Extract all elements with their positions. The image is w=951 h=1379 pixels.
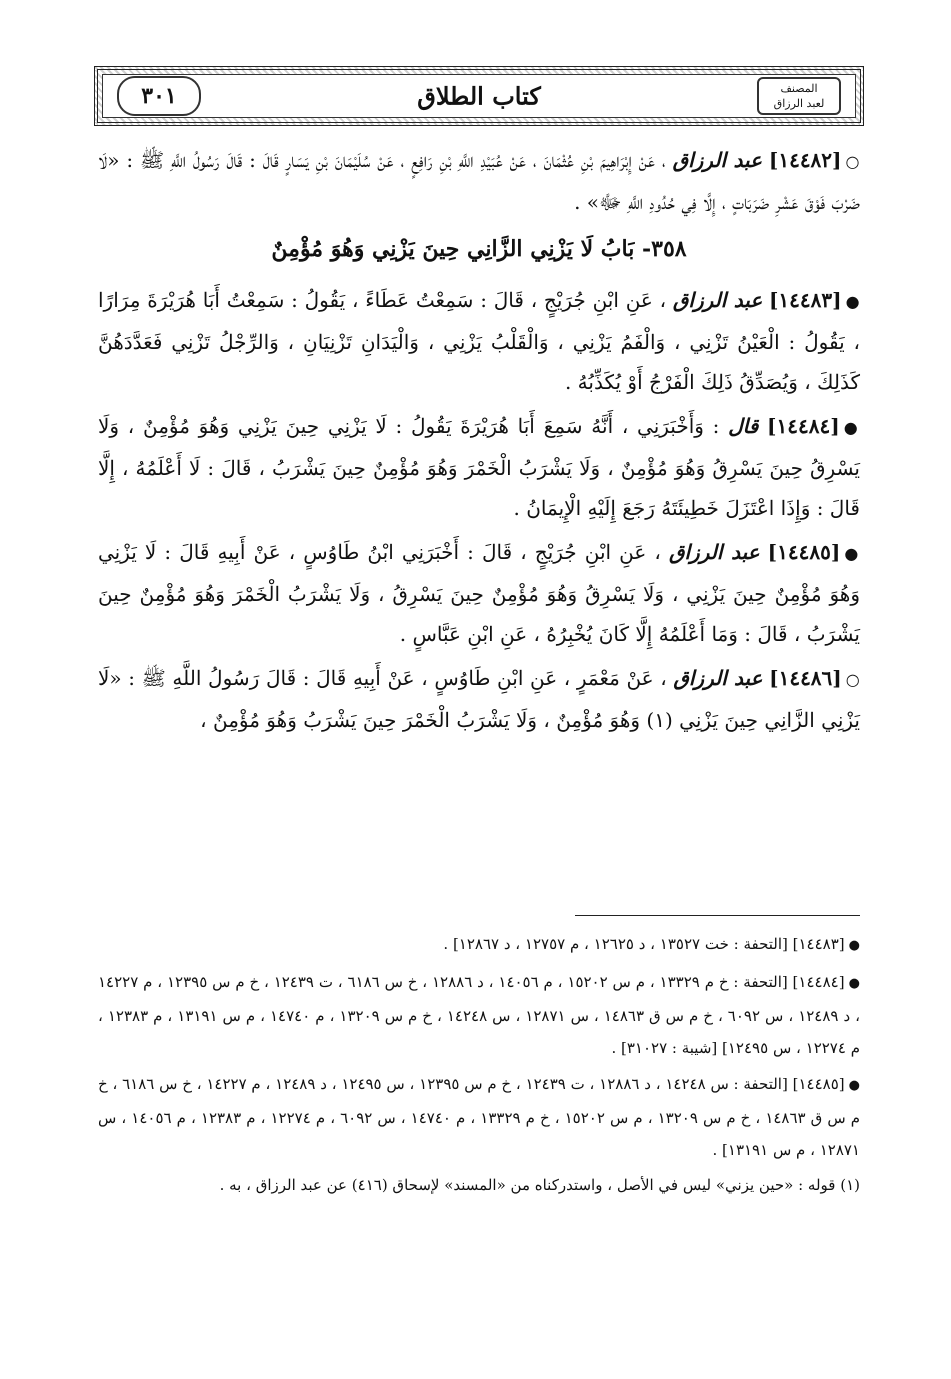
entry-marker: ● (843, 418, 861, 437)
footnote-divider (575, 915, 860, 916)
entry-number: [١٤٤٨٦] (769, 666, 842, 690)
entry-marker: ○ (845, 670, 860, 689)
entry-text: : وَأَخْبَرَنِي ، أَنَّهُ سَمِعَ أَبَا هُرَيْرَةَ يَقُولُ : لَا يَزْنِي حِينَ يَزْنِي وَهُوَ مُؤْمِنٌ ، وَلَا يَسْرِقُ حِينَ يَسْرِقُ وَهُوَ مُؤْمِنٌ ، وَلَا يَشْرَبُ الْخَمْرَ وَهُوَ مُؤْمِنٌ حِينَ يَشْرَبُ ، قَالَ : لَا أَعْلَمُهُ ، إِلَّا قَالَ : وَإِذَا اعْتَزَلَ خَطِيئَتَهُ رَجَعَ إِلَيْهِ الْإِيمَانُ . (98, 414, 860, 520)
emblem-line-2: لعبد الرزاق (773, 97, 825, 110)
footnotes (98, 928, 860, 1200)
entry-marker: ○ (845, 152, 861, 171)
hadith-entry (98, 658, 860, 740)
entry-marker: ● (844, 544, 860, 563)
hadith-entry (98, 280, 860, 402)
section-heading: ٣٥٨- بَابُ لَا يَزْنِي الزَّانِي حِينَ يَزْنِي وَهُوَ مُؤْمِنٌ (271, 236, 687, 262)
entry-narrator: عبد الرزاق (672, 288, 763, 312)
page-header (94, 66, 864, 126)
entry-text: ، عَنِ ابْنِ جُرَيْجٍ ، قَالَ : أَخْبَرَنِي ابْنُ طَاوُسٍ ، عَنْ أَبِيهِ قَالَ : لَا يَزْنِي وَهُوَ مُؤْمِنٌ حِينَ يَزْنِي ، وَلَا يَسْرِقُ وَهُوَ مُؤْمِنٌ حِينَ يَسْرِقُ ، وَلَا يَشْرَبُ الْخَمْرَ وَهُوَ مُؤْمِنٌ حِينَ يَشْرَبُ ، قَالَ : وَمَا أَعْلَمُهُ إِلَّا كَانَ يُخْبِرُهُ ، عَنِ ابْنِ عَبَّاسٍ . (98, 540, 860, 646)
entry-number: [١٤٤٨٤] (767, 414, 840, 438)
entry-number: [١٤٤٨٢] (768, 148, 842, 172)
footnote-text: [١٤٤٨٥] [التحفة : س ١٤٢٤٨ ، د ١٢٨٨٦ ، ت ١٢٤٣٩ ، خ م س ١٢٣٩٥ ، س ١٢٤٩٥ ، د ١٢٤٨٩ ، م ١٤٢٢٧ ، خ س ٦١٨٦ ، خ م س ق ١٤٨٦٣ ، خ م س ١٣٢٠٩ ، م س ١٥٢٠٢ ، خ م ١٣٣٢٩ ، م ١٤٧٤٠ ، س ٦٠٩٢ ، م ١٢٢٧٤ ، م ١٢٣٨٣ ، م ١٤٠٥٦ ، س ١٢٨٧١ ، م س ١٣١٩١] . (98, 1075, 861, 1159)
footnote-text: [١٤٤٨٤] [التحفة : خ م ١٣٣٢٩ ، م س ١٥٢٠٢ ، م ١٤٠٥٦ ، د ١٢٨٨٦ ، خ س ٦١٨٦ ، ت ١٢٤٣٩ ، خ م س ١٢٣٩٥ ، م ١٤٢٢٧ ، د ١٢٤٨٩ ، س ٦٠٩٢ ، خ م س ق ١٤٨٦٣ ، س ١٢٨٧١ ، س ١٤٢٤٨ ، خ م س ١٣٢٠٩ ، م ١٤٧٤٠ ، م س ١٣١٩١ ، م ١٢٣٨٣ ، م ١٢٢٧٤ ، س ١٢٤٩٥] [شيبة : ٣١٠٢٧] . (98, 973, 861, 1057)
entry-text: ، عَنِ ابْنِ جُرَيْجٍ ، قَالَ : سَمِعْتُ عَطَاءً ، يَقُولُ : سَمِعْتُ أَبَا هُرَيْرَةَ مِرَارًا ، يَقُولُ : الْعَيْنُ تَزْنِي ، وَالْفَمُ يَزْنِي ، وَالْقَلْبُ يَزْنِي ، وَالْيَدَانِ تَزْنِيَانِ ، وَالرِّجْلُ تَزْنِي فَعَدَّدَهُنَّ كَذَلِكَ ، وَيُصَدِّقُ ذَلِكَ الْفَرْجُ أَوْ يُكَذِّبُهُ . (98, 288, 860, 394)
footnote-marker: ● (848, 1078, 860, 1093)
footnote-marker: ● (848, 976, 861, 991)
entry-number: [١٤٤٨٣] (768, 288, 842, 312)
hadith-entry (98, 406, 860, 528)
page-number: ٣٠١ (117, 76, 201, 116)
entry-narrator: عبد الرزاق (673, 666, 763, 690)
emblem-line-1: المصنف (780, 82, 818, 95)
entry-number: [١٤٤٨٥] (767, 540, 841, 564)
entry-text: ، عَنْ مَعْمَرٍ ، عَنِ ابْنِ طَاوُسٍ ، عَنْ أَبِيهِ قَالَ : قَالَ رَسُولُ اللَّهِ ﷺ : «لَا يَزْنِي الزَّانِي حِينَ يَزْنِي (١) وَهُوَ مُؤْمِنٌ ، وَلَا يَشْرَبُ الْخَمْرَ حِينَ يَشْرَبُ وَهُوَ مُؤْمِنٌ ، (98, 666, 860, 732)
chapter-title: كتاب الطلاق (417, 81, 541, 111)
footnote-reference (98, 1068, 860, 1166)
footnote-reference (98, 928, 860, 962)
entry-narrator: عبد الرزاق (672, 148, 762, 172)
hadith-entry (98, 532, 860, 654)
entry-text: ، عَنْ إِبْرَاهِيمَ بْنِ عُثْمَانَ ، عَنْ عُبَيْدِ اللَّهِ بْنِ رَافِعٍ ، عَنْ سُلَيْمَانَ بْنِ يَسَارٍ قَالَ : قَالَ رَسُولُ اللَّهِ ﷺ : «لَا ضَرْبَ فَوْقَ عَشْرِ ضَرَبَاتٍ ، إِلَّا فِي حُدُودِ اللَّهِ ﷻ» . (98, 148, 860, 214)
header-frame (102, 74, 856, 118)
footnote-marker: ● (848, 938, 860, 953)
book-emblem (757, 77, 841, 115)
entry-narrator: قال (728, 414, 759, 438)
main-text (98, 140, 860, 744)
entry-marker: ● (845, 292, 860, 311)
footnote-text: [١٤٤٨٣] [التحفة : خت ١٣٥٢٧ ، د ١٢٦٢٥ ، م ١٢٧٥٧ ، د ١٢٨٦٧] . (443, 935, 845, 953)
footnote-reference (98, 966, 860, 1064)
entry-narrator: عبد الرزاق (668, 540, 760, 564)
hadith-entry (98, 140, 860, 222)
footnote-note: (١) قوله : «حين يزني» ليس في الأصل ، واستدركناه من «المسند» لإسحاق (٤١٦) عن عبد الرزاق ، به . (219, 1176, 860, 1194)
